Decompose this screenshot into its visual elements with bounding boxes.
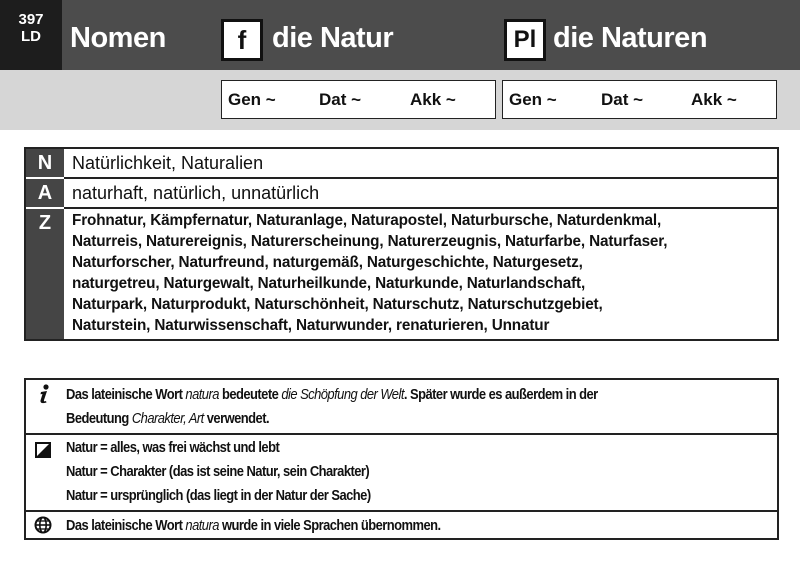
- singular-form: die Natur: [272, 22, 394, 54]
- languages-note: Das lateinische Wort natura wurde in viele Sprachen übernommen.: [66, 518, 441, 534]
- case-cell-pl-dat: Dat ~: [595, 80, 686, 119]
- compounds-line: Naturreis, Naturereignis, Naturerscheinung, Naturerzeugnis, Naturfarbe, Naturfaser,: [72, 233, 668, 250]
- case-cell-sg-akk: Akk ~: [404, 80, 496, 119]
- notes-divider: [26, 510, 777, 512]
- compounds-row: [72, 210, 773, 336]
- case-cell-sg-dat: Dat ~: [313, 80, 405, 119]
- compounds-line: Naturforscher, Naturfreund, naturgemäß, Naturgeschichte, Naturgesetz,: [72, 254, 583, 271]
- meaning-line: Natur = ursprünglich (das liegt in der Natur der Sache): [66, 488, 371, 504]
- globe-icon: [34, 516, 52, 539]
- info-line-2: Bedeutung Charakter, Art verwendet.: [66, 411, 270, 427]
- related-words-table: [24, 147, 779, 341]
- notes-divider: [26, 433, 777, 435]
- compounds-line: Naturstein, Naturwissenschaft, Naturwunder, renaturieren, Unnatur: [72, 317, 550, 334]
- gender-singular-box: f: [221, 19, 263, 61]
- entry-header: [0, 0, 800, 70]
- entry-number-badge: [0, 0, 62, 70]
- adjectives-row: naturhaft, natürlich, unnatürlich: [72, 183, 320, 203]
- word-category: Nomen: [70, 22, 166, 54]
- case-cell-pl-akk: Akk ~: [685, 80, 777, 119]
- compounds-line: Frohnatur, Kämpfernatur, Naturanlage, Naturapostel, Naturbursche, Naturdenkmal,: [72, 212, 662, 229]
- notes-table: [24, 378, 779, 540]
- meaning-line: Natur = alles, was frei wächst und lebt: [66, 440, 280, 456]
- half-square-icon: [35, 442, 51, 463]
- meaning-line: Natur = Charakter (das ist seine Natur, sein Charakter): [66, 464, 370, 480]
- row-divider: [26, 207, 777, 209]
- entry-number: 397: [18, 11, 44, 28]
- label-z: Z: [38, 212, 52, 234]
- nouns-row: Natürlichkeit, Naturalien: [72, 153, 264, 173]
- plural-marker-box: Pl: [504, 19, 546, 61]
- case-cell-pl-gen: Gen ~: [502, 80, 596, 119]
- compounds-line: Naturpark, Naturprodukt, Naturschönheit, Naturschutz, Naturschutzgebiet,: [72, 296, 603, 313]
- info-line-1: Das lateinische Wort natura bedeutete die Schöpfung der Welt. Später wurde es außerdem in der: [66, 387, 598, 403]
- label-n: N: [37, 152, 53, 174]
- info-i-icon: [36, 384, 52, 409]
- compounds-line: naturgetreu, Naturgewalt, Naturheilkunde, Naturkunde, Naturlandschaft,: [72, 275, 586, 292]
- entry-level: LD: [21, 28, 41, 45]
- label-a: A: [37, 182, 53, 204]
- case-cell-sg-gen: Gen ~: [221, 80, 314, 119]
- plural-form: die Naturen: [553, 22, 708, 54]
